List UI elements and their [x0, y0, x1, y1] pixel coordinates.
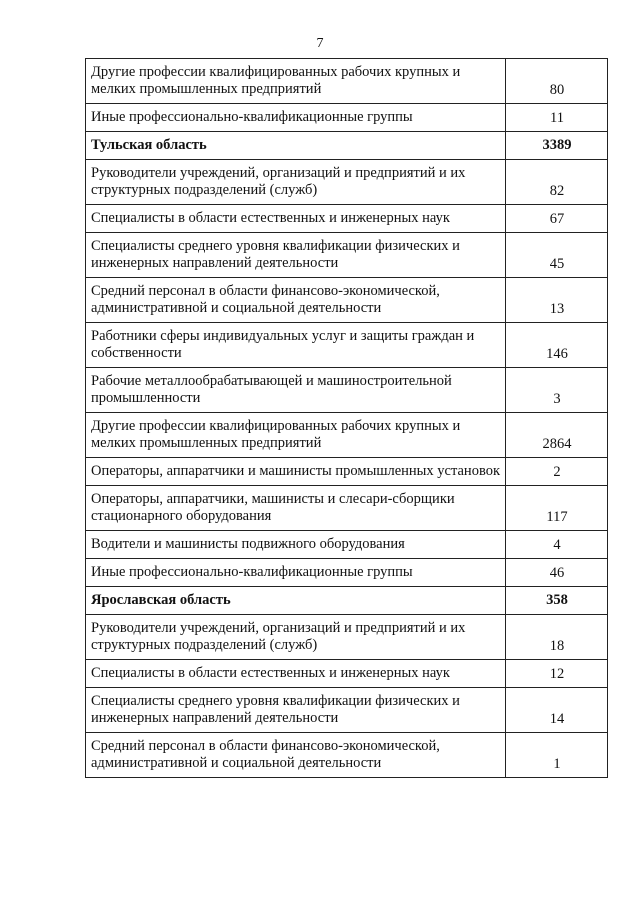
group-count: 67 [506, 205, 608, 233]
group-label: Средний персонал в области финансово-экономической, административной и социальной деятельности [86, 733, 506, 778]
table-row [86, 368, 608, 413]
group-label: Специалисты среднего уровня квалификации физических и инженерных направлений деятельности [86, 233, 506, 278]
region-name: Тульская область [86, 132, 506, 160]
group-label: Водители и машинисты подвижного оборудования [86, 531, 506, 559]
group-count: 1 [506, 733, 608, 778]
group-count: 117 [506, 486, 608, 531]
table-row [86, 733, 608, 778]
page-number: 7 [316, 36, 324, 51]
group-count: 11 [506, 104, 608, 132]
region-total: 3389 [506, 132, 608, 160]
table-row [86, 559, 608, 587]
table-row [86, 160, 608, 205]
table-row [86, 59, 608, 104]
region-row [86, 587, 608, 615]
table-row [86, 688, 608, 733]
group-label: Иные профессионально-квалификационные группы [86, 559, 506, 587]
region-name: Ярославская область [86, 587, 506, 615]
group-count: 4 [506, 531, 608, 559]
group-label: Работники сферы индивидуальных услуг и защиты граждан и собственности [86, 323, 506, 368]
group-count: 2864 [506, 413, 608, 458]
region-row [86, 132, 608, 160]
table-row [86, 458, 608, 486]
group-count: 146 [506, 323, 608, 368]
region-total: 358 [506, 587, 608, 615]
group-label: Специалисты в области естественных и инженерных наук [86, 660, 506, 688]
group-count: 18 [506, 615, 608, 660]
table-row [86, 413, 608, 458]
table-row [86, 233, 608, 278]
group-label: Рабочие металлообрабатывающей и машиностроительной промышленности [86, 368, 506, 413]
group-label: Специалисты в области естественных и инженерных наук [86, 205, 506, 233]
group-count: 45 [506, 233, 608, 278]
group-count: 46 [506, 559, 608, 587]
table-row [86, 205, 608, 233]
table-body [86, 59, 608, 778]
group-label: Руководители учреждений, организаций и предприятий и их структурных подразделений (служб) [86, 160, 506, 205]
group-count: 3 [506, 368, 608, 413]
table-row [86, 486, 608, 531]
group-count: 82 [506, 160, 608, 205]
table-row [86, 531, 608, 559]
group-label: Средний персонал в области финансово-экономической, административной и социальной деятельности [86, 278, 506, 323]
table-row [86, 615, 608, 660]
group-label: Другие профессии квалифицированных рабочих крупных и мелких промышленных предприятий [86, 59, 506, 104]
group-label: Специалисты среднего уровня квалификации физических и инженерных направлений деятельности [86, 688, 506, 733]
group-count: 2 [506, 458, 608, 486]
table-row [86, 660, 608, 688]
group-count: 14 [506, 688, 608, 733]
group-label: Руководители учреждений, организаций и предприятий и их структурных подразделений (служб) [86, 615, 506, 660]
group-label: Другие профессии квалифицированных рабочих крупных и мелких промышленных предприятий [86, 413, 506, 458]
group-label: Операторы, аппаратчики и машинисты промышленных установок [86, 458, 506, 486]
table-row [86, 104, 608, 132]
group-count: 80 [506, 59, 608, 104]
group-count: 12 [506, 660, 608, 688]
table-row [86, 323, 608, 368]
group-label: Иные профессионально-квалификационные группы [86, 104, 506, 132]
group-label: Операторы, аппаратчики, машинисты и слесари-сборщики стационарного оборудования [86, 486, 506, 531]
group-count: 13 [506, 278, 608, 323]
staffing-table [85, 58, 608, 778]
table-row [86, 278, 608, 323]
